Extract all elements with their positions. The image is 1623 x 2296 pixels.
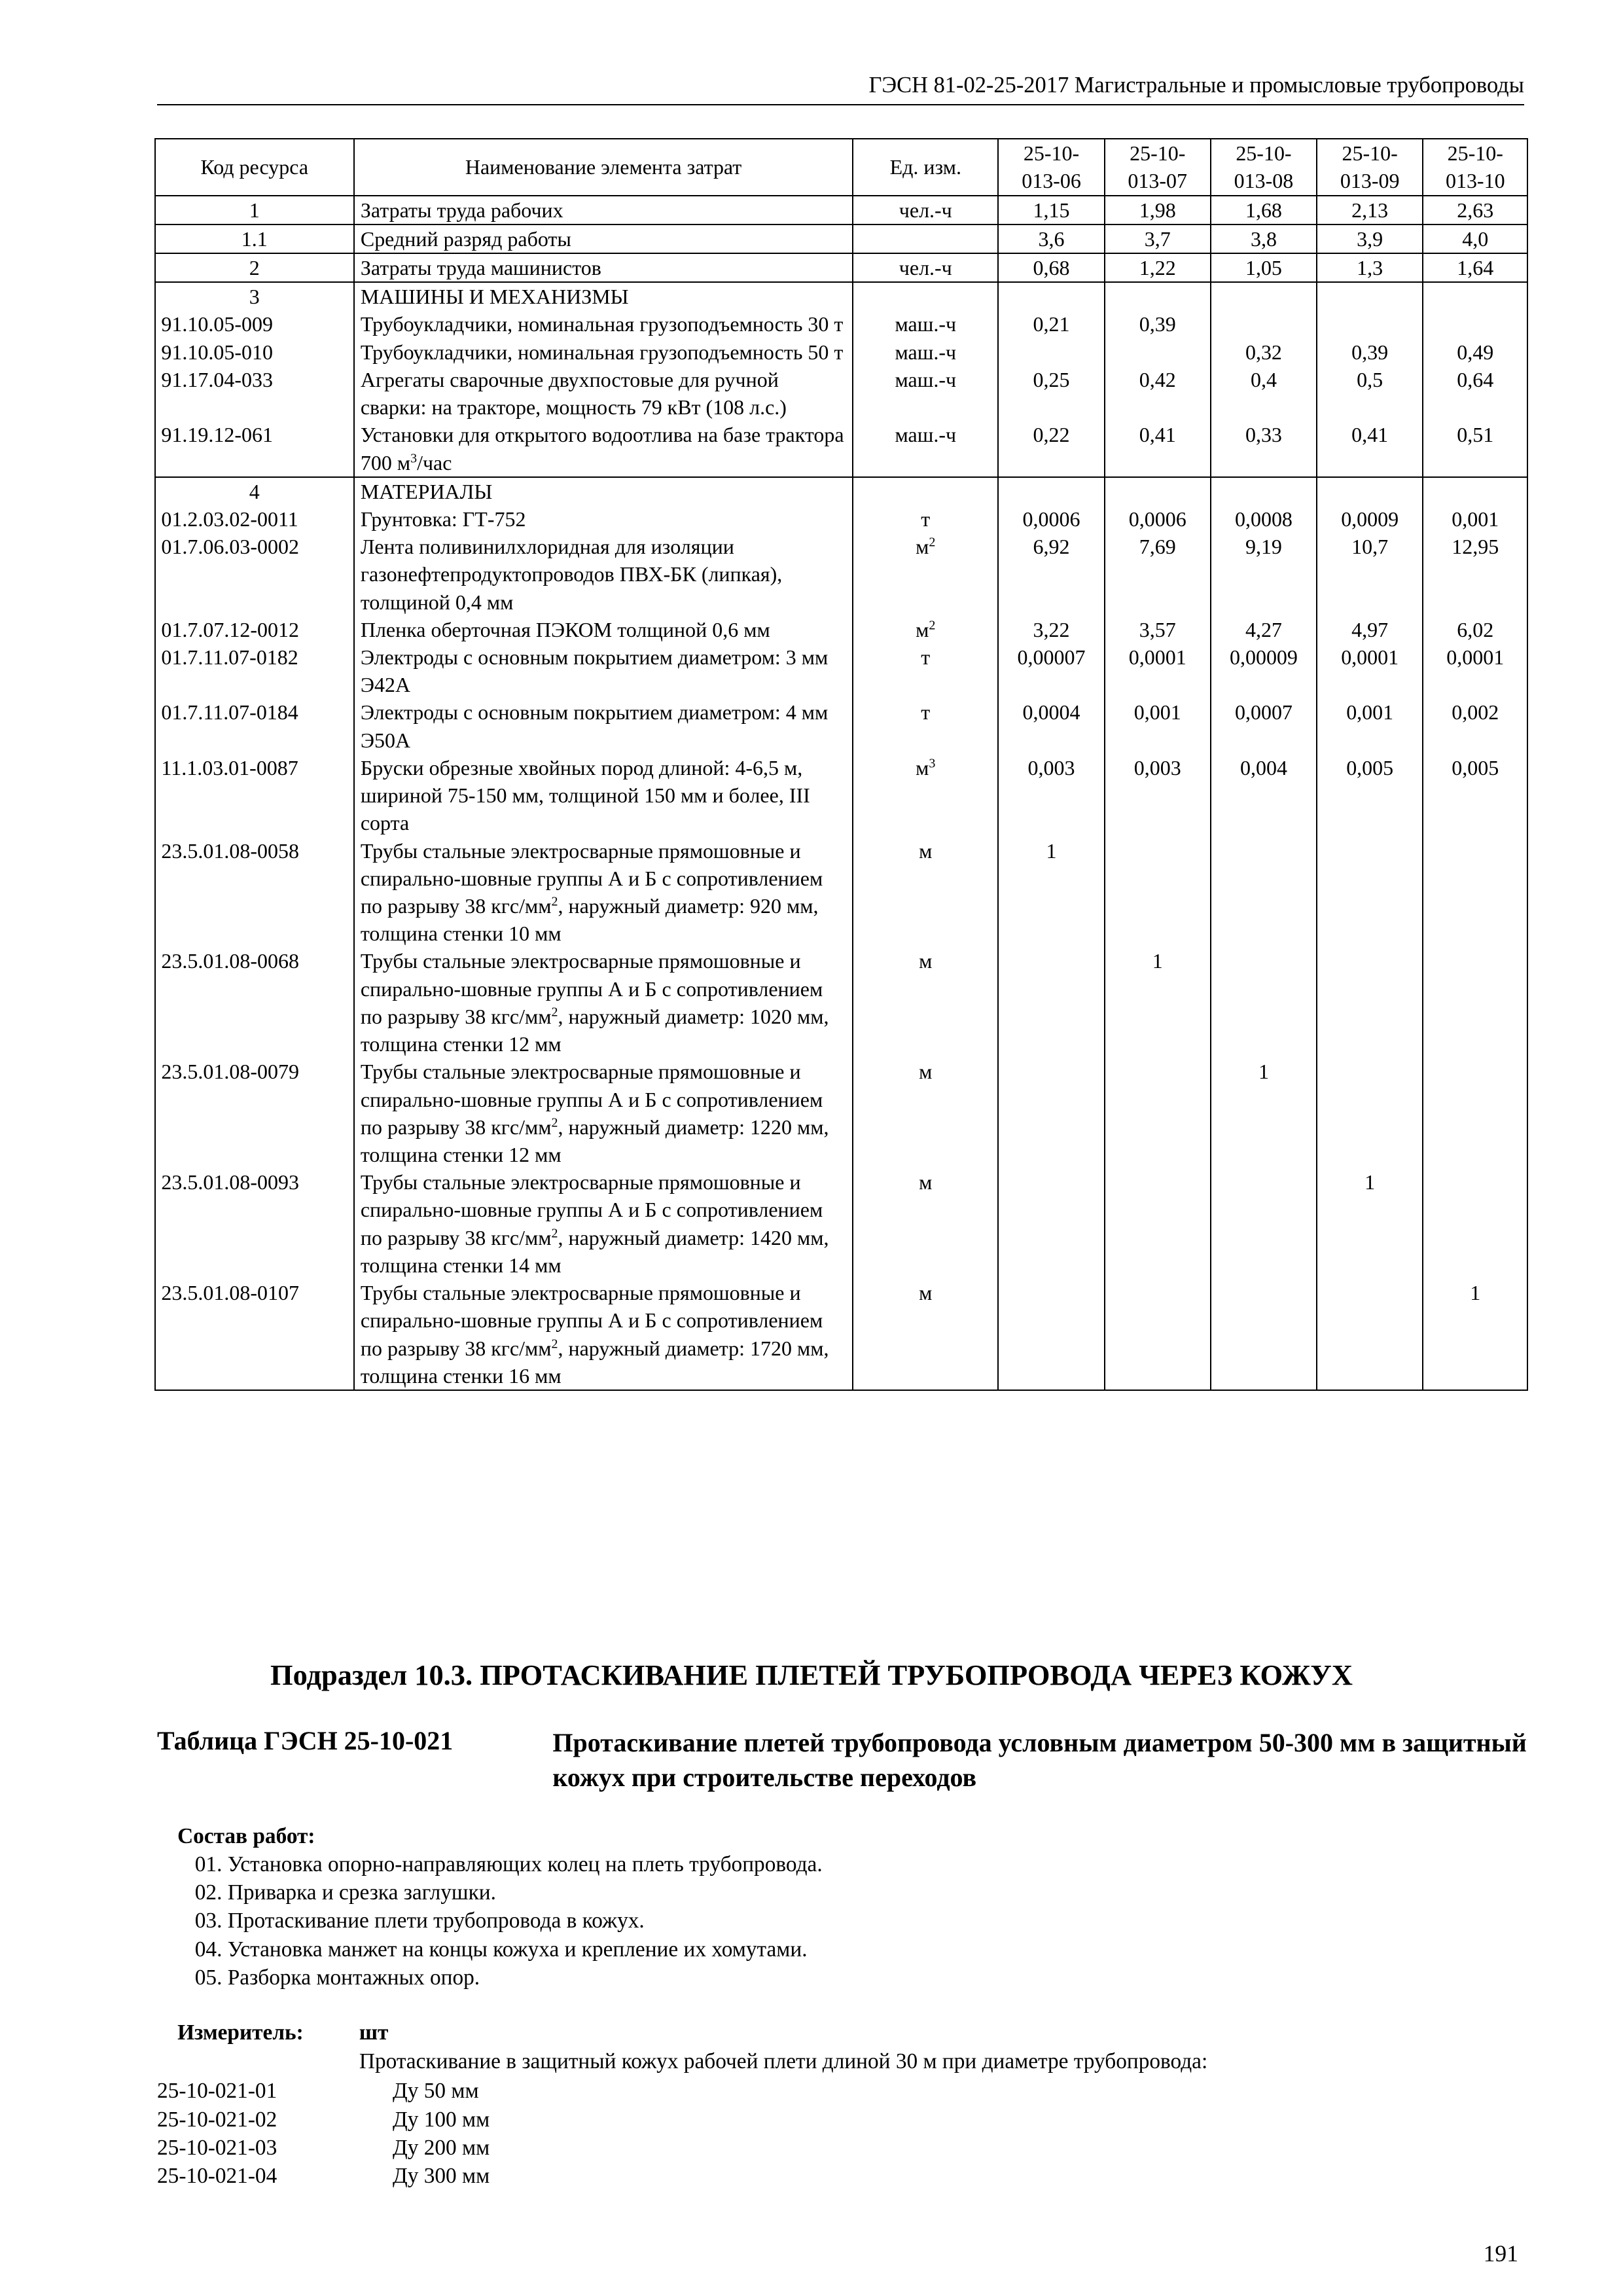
cell-value: 2,63 [1423, 196, 1527, 224]
cell-name-text: Установки для открытого водоотлива на базе трактора 700 м [360, 423, 844, 475]
cell-name-text: Затраты труда рабочих [360, 198, 563, 222]
cell-value: 4,97 [1317, 616, 1423, 643]
cell-value [1423, 477, 1527, 505]
cell-unit-text: м [916, 617, 929, 641]
cell-unit-text: маш.-ч [895, 340, 957, 364]
cell-name-text: Трубы стальные электросварные прямошовные и спирально-шовные группы А и Б с сопротивлением по разрыву 38 кгс/мм [360, 1170, 823, 1249]
cell-unit-sup: 2 [929, 535, 936, 550]
table-label: Таблица ГЭСН 25-10-021 [156, 1725, 454, 1755]
cell-unit [853, 505, 998, 533]
cell-code: 23.5.01.08-0107 [155, 1279, 354, 1390]
cell-name-text: МАТЕРИАЛЫ [360, 479, 493, 503]
cell-value: 3,22 [998, 616, 1104, 643]
cell-name-sup: 3 [410, 450, 418, 465]
cell-name-text: Трубы стальные электросварные прямошовные и спирально-шовные группы А и Б с сопротивлением по разрыву 38 кгс/мм [360, 1060, 823, 1139]
cell-value [1211, 947, 1317, 1058]
cell-name-tail: , наружный диаметр: 920 мм, толщина стенки 10 мм [360, 894, 819, 946]
cell-value: 0,0006 [1105, 505, 1211, 533]
cell-unit [853, 698, 998, 753]
cell-unit [853, 754, 998, 837]
cell-unit-sup: 2 [929, 618, 936, 633]
cell-value: 0,003 [1105, 754, 1211, 837]
cell-value [1317, 1058, 1423, 1168]
cell-value: 0,0004 [998, 698, 1104, 753]
cell-value: 0,005 [1423, 754, 1527, 837]
norm-diameters [393, 2077, 490, 2190]
cell-value [1423, 310, 1527, 338]
table-row [155, 947, 1528, 1058]
cell-name-text: Трубоукладчики, номинальная грузоподъемность 30 т [360, 312, 844, 336]
cell-value: 3,7 [1105, 224, 1211, 253]
cell-value: 7,69 [1105, 533, 1211, 616]
cell-name-text: Затраты труда машинистов [360, 255, 601, 279]
cell-value [1423, 282, 1527, 310]
cell-name-text: Трубы стальные электросварные прямошовные и спирально-шовные группы А и Б с сопротивлением по разрыву 38 кгс/мм [360, 838, 823, 918]
cell-value: 0,25 [998, 366, 1104, 421]
cell-unit [853, 533, 998, 616]
cell-code: 91.10.05-009 [155, 310, 354, 338]
table-row [155, 533, 1528, 616]
cell-value: 4,0 [1423, 224, 1527, 253]
cell-code: 01.7.06.03-0002 [155, 533, 354, 616]
cell-name-text: Бруски обрезные хвойных пород длиной: 4-6,5 м, шириной 75-150 мм, толщиной 150 мм и более, III сорта [360, 755, 810, 835]
cell-unit [853, 616, 998, 643]
cell-code: 01.7.07.12-0012 [155, 616, 354, 643]
cell-unit-text: т [921, 645, 931, 670]
cell-value [998, 1279, 1104, 1390]
page-number: 191 [1483, 2240, 1518, 2267]
cell-name-text: Пленка оберточная ПЭКОМ толщиной 0,6 мм [360, 617, 770, 641]
cell-name [354, 1279, 853, 1390]
cell-code: 23.5.01.08-0093 [155, 1168, 354, 1279]
cell-value [1211, 1168, 1317, 1279]
cell-value: 0,005 [1317, 754, 1423, 837]
meter-description: Протаскивание в защитный кожух рабочей плети длиной 30 м при диаметре трубопровода: [359, 2049, 1208, 2074]
table-row [155, 643, 1528, 698]
cell-code: 4 [155, 477, 354, 505]
cell-unit-text: м [919, 838, 933, 863]
work-item: 03. Протаскивание плети трубопровода в кожух. [194, 1909, 645, 1933]
cell-unit-text: маш.-ч [895, 367, 957, 391]
cell-name-tail: , наружный диаметр: 1720 мм, толщина стенки 16 мм [360, 1336, 829, 1388]
cell-unit-text: чел.-ч [899, 198, 952, 222]
cell-value: 1 [1105, 947, 1211, 1058]
cell-value: 0,64 [1423, 366, 1527, 421]
cell-code: 01.2.03.02-0011 [155, 505, 354, 533]
cell-name-sup: 2 [551, 1115, 558, 1130]
cell-unit [853, 366, 998, 421]
cell-value [1317, 282, 1423, 310]
cell-name [354, 505, 853, 533]
cell-value [998, 947, 1104, 1058]
cell-code: 1.1 [155, 224, 354, 253]
cell-unit-text: м [919, 949, 933, 973]
cell-value [1211, 837, 1317, 948]
cell-unit-text: маш.-ч [895, 312, 957, 336]
cell-unit [853, 1058, 998, 1168]
cell-value: 9,19 [1211, 533, 1317, 616]
cell-value: 1,15 [998, 196, 1104, 224]
cell-value [998, 338, 1104, 366]
cell-name [354, 1168, 853, 1279]
cell-value [1105, 1279, 1211, 1390]
cell-name-tail: , наружный диаметр: 1020 мм, толщина стенки 12 мм [360, 1004, 829, 1056]
col-header-code: Код ресурса [155, 139, 354, 195]
cell-value: 0,003 [998, 754, 1104, 837]
cell-value [1105, 338, 1211, 366]
norm-code: 25-10-021-02 [156, 2107, 277, 2132]
cell-name [354, 253, 853, 282]
cell-name [354, 616, 853, 643]
cell-name-text: Средний разряд работы [360, 226, 571, 251]
cell-value [1423, 947, 1527, 1058]
cell-value: 6,92 [998, 533, 1104, 616]
cell-unit-text: м [919, 1170, 933, 1194]
cell-name-text: МАШИНЫ И МЕХАНИЗМЫ [360, 285, 629, 309]
cell-name [354, 947, 853, 1058]
cell-unit-sup: 3 [929, 756, 936, 771]
cell-unit [853, 253, 998, 282]
cell-value [1211, 282, 1317, 310]
col-header-unit: Ед. изм. [853, 139, 998, 195]
table-row [155, 477, 1528, 505]
cell-name-text: Агрегаты сварочные двухпостовые для ручной сварки: на тракторе, мощность 79 кВт (108 л.с.) [360, 367, 787, 420]
cell-name-text: Трубы стальные электросварные прямошовные и спирально-шовные группы А и Б с сопротивлением по разрыву 38 кгс/мм [360, 949, 823, 1028]
cell-name [354, 366, 853, 421]
cell-value: 0,0009 [1317, 505, 1423, 533]
running-header: ГЭСН 81-02-25-2017 Магистральные и промысловые трубопроводы [157, 73, 1524, 105]
cell-value [998, 477, 1104, 505]
cell-value: 0,4 [1211, 366, 1317, 421]
cell-name-sup: 2 [551, 1005, 558, 1020]
cell-value: 1,64 [1423, 253, 1527, 282]
cell-value: 3,6 [998, 224, 1104, 253]
cell-value: 0,0006 [998, 505, 1104, 533]
cell-value: 1 [1423, 1279, 1527, 1390]
table-row [155, 366, 1528, 421]
cell-value [1317, 310, 1423, 338]
cell-value [998, 282, 1104, 310]
cell-name [354, 1058, 853, 1168]
table-row [155, 253, 1528, 282]
cell-code: 23.5.01.08-0068 [155, 947, 354, 1058]
col-header-013-06: 25-10-013-06 [998, 139, 1104, 195]
table-row [155, 1279, 1528, 1390]
cell-name [354, 196, 853, 224]
norm-diameter: Ду 100 мм [392, 2107, 490, 2132]
cell-value: 0,51 [1423, 421, 1527, 476]
cell-value: 0,42 [1105, 366, 1211, 421]
cell-value [1317, 477, 1423, 505]
cell-name [354, 421, 853, 476]
cell-value: 0,41 [1317, 421, 1423, 476]
cell-value: 1,98 [1105, 196, 1211, 224]
cell-value: 1 [1317, 1168, 1423, 1279]
cell-unit [853, 947, 998, 1058]
cell-name-text: Электроды с основным покрытием диаметром: 4 мм Э50А [360, 700, 829, 752]
norm-code: 25-10-021-01 [156, 2079, 277, 2104]
cell-unit-text: т [921, 700, 931, 725]
cell-unit [853, 1279, 998, 1390]
cell-name [354, 533, 853, 616]
cell-value: 4,27 [1211, 616, 1317, 643]
cell-value [1423, 1058, 1527, 1168]
cell-value: 0,21 [998, 310, 1104, 338]
cell-value: 0,39 [1105, 310, 1211, 338]
work-item: 01. Установка опорно-направляющих колец на плеть трубопровода. [194, 1852, 823, 1876]
cell-code: 1 [155, 196, 354, 224]
col-header-name: Наименование элемента затрат [354, 139, 853, 195]
cell-value [998, 1168, 1104, 1279]
cell-unit [853, 1168, 998, 1279]
cell-value [1423, 1168, 1527, 1279]
cell-name [354, 310, 853, 338]
cell-value: 0,5 [1317, 366, 1423, 421]
table-header-row [155, 139, 1528, 195]
cell-value: 3,9 [1317, 224, 1423, 253]
norm-diameter: Ду 50 мм [392, 2079, 479, 2104]
table-row [155, 224, 1528, 253]
cell-unit [853, 837, 998, 948]
cell-name [354, 224, 853, 253]
cell-value: 1,05 [1211, 253, 1317, 282]
work-item: 05. Разборка монтажных опор. [194, 1965, 480, 1990]
norm-diameter: Ду 300 мм [392, 2164, 490, 2189]
cell-value: 0,0001 [1317, 643, 1423, 698]
cell-code: 11.1.03.01-0087 [155, 754, 354, 837]
cell-value: 1,68 [1211, 196, 1317, 224]
work-item: 04. Установка манжет на концы кожуха и крепление их хомутами. [194, 1937, 808, 1962]
col-header-013-09: 25-10-013-09 [1317, 139, 1423, 195]
cell-name-text: Трубы стальные электросварные прямошовные и спирально-шовные группы А и Б с сопротивлением по разрыву 38 кгс/мм [360, 1281, 823, 1360]
cell-value [998, 1058, 1104, 1168]
cell-unit [853, 224, 998, 253]
cell-unit-text: м [919, 1281, 933, 1305]
norm-code: 25-10-021-04 [156, 2164, 277, 2189]
cell-value [1211, 1279, 1317, 1390]
cell-code: 23.5.01.08-0079 [155, 1058, 354, 1168]
table-row [155, 1168, 1528, 1279]
subsection-title: Подраздел 10.3. ПРОТАСКИВАНИЕ ПЛЕТЕЙ ТРУБОПРОВОДА ЧЕРЕЗ КОЖУХ [270, 1659, 1353, 1692]
cell-value [1317, 837, 1423, 948]
cell-value [1105, 282, 1211, 310]
cell-unit-text: м [916, 535, 929, 559]
cell-unit-text: м [919, 1060, 933, 1084]
cell-name [354, 643, 853, 698]
cell-value: 10,7 [1317, 533, 1423, 616]
meter-label: Измеритель: [177, 2020, 304, 2045]
table-row [155, 338, 1528, 366]
cell-value: 0,33 [1211, 421, 1317, 476]
norm-diameter: Ду 200 мм [392, 2135, 490, 2160]
cell-value [1105, 1058, 1211, 1168]
cell-code: 91.17.04-033 [155, 366, 354, 421]
cell-value: 3,8 [1211, 224, 1317, 253]
cell-value: 0,0001 [1105, 643, 1211, 698]
table-row [155, 698, 1528, 753]
cell-value: 0,0007 [1211, 698, 1317, 753]
cell-value: 0,0001 [1423, 643, 1527, 698]
cell-name [354, 754, 853, 837]
cell-value [1211, 477, 1317, 505]
table-row [155, 837, 1528, 948]
cell-name-tail: /час [417, 450, 452, 475]
cell-unit [853, 282, 998, 310]
cell-unit-text: т [921, 507, 931, 531]
cell-code: 91.19.12-061 [155, 421, 354, 476]
cell-value: 0,001 [1317, 698, 1423, 753]
cell-value: 0,004 [1211, 754, 1317, 837]
table-row [155, 1058, 1528, 1168]
cell-value: 2,13 [1317, 196, 1423, 224]
table-row [155, 505, 1528, 533]
cell-value: 0,39 [1317, 338, 1423, 366]
works-heading: Состав работ: [177, 1823, 315, 1848]
cell-value [1105, 837, 1211, 948]
cell-code: 2 [155, 253, 354, 282]
table-row [155, 282, 1528, 310]
cell-value [1317, 1279, 1423, 1390]
cell-value: 0,68 [998, 253, 1104, 282]
cell-value: 0,41 [1105, 421, 1211, 476]
cell-value [1317, 947, 1423, 1058]
cell-name [354, 282, 853, 310]
meter-unit: шт [359, 2020, 389, 2045]
cell-unit-text: м [916, 755, 929, 780]
cell-unit [853, 477, 998, 505]
cell-code: 23.5.01.08-0058 [155, 837, 354, 948]
cell-unit [853, 310, 998, 338]
cell-name [354, 698, 853, 753]
cell-unit [853, 421, 998, 476]
cell-name-sup: 2 [551, 1336, 558, 1351]
cell-value: 1,22 [1105, 253, 1211, 282]
work-item: 02. Приварка и срезка заглушки. [194, 1880, 496, 1905]
cell-value [1423, 837, 1527, 948]
cell-value: 0,49 [1423, 338, 1527, 366]
cell-name [354, 837, 853, 948]
col-header-013-07: 25-10-013-07 [1105, 139, 1211, 195]
cell-value: 1 [998, 837, 1104, 948]
cell-name-tail: , наружный диаметр: 1220 мм, толщина стенки 12 мм [360, 1115, 829, 1166]
cell-name [354, 477, 853, 505]
cell-name [354, 338, 853, 366]
cell-name-sup: 2 [551, 894, 558, 909]
table-title: Протаскивание плетей трубопровода условным диаметром 50-300 мм в защитный кожух при строительстве переходов [552, 1727, 1527, 1792]
table-row [155, 616, 1528, 643]
col-header-013-08: 25-10-013-08 [1211, 139, 1317, 195]
cell-name-text: Лента поливинилхлоридная для изоляции газонефтепродуктопроводов ПВХ-БК (липкая), толщиной 0,4 мм [360, 535, 783, 614]
cell-value [1211, 310, 1317, 338]
cell-value: 0,32 [1211, 338, 1317, 366]
cell-value: 0,002 [1423, 698, 1527, 753]
cell-code: 01.7.11.07-0182 [155, 643, 354, 698]
cell-value: 0,0008 [1211, 505, 1317, 533]
cell-code: 91.10.05-010 [155, 338, 354, 366]
cell-value: 0,00009 [1211, 643, 1317, 698]
cell-name-text: Грунтовка: ГТ-752 [360, 507, 526, 531]
cell-value: 1,3 [1317, 253, 1423, 282]
table-row [155, 421, 1528, 476]
cell-unit [853, 643, 998, 698]
cell-value: 3,57 [1105, 616, 1211, 643]
cell-name-text: Трубоукладчики, номинальная грузоподъемность 50 т [360, 340, 844, 364]
norm-code: 25-10-021-03 [156, 2135, 277, 2160]
cell-unit-text: чел.-ч [899, 255, 952, 279]
cell-value: 0,001 [1105, 698, 1211, 753]
cell-name-tail: , наружный диаметр: 1420 мм, толщина стенки 14 мм [360, 1225, 829, 1277]
norm-codes [157, 2077, 277, 2190]
cell-value: 0,22 [998, 421, 1104, 476]
cell-value: 1 [1211, 1058, 1317, 1168]
cell-value [1105, 1168, 1211, 1279]
cell-unit [853, 196, 998, 224]
cell-value: 6,02 [1423, 616, 1527, 643]
cell-value [1105, 477, 1211, 505]
cell-code: 01.7.11.07-0184 [155, 698, 354, 753]
table-row [155, 310, 1528, 338]
cell-value: 12,95 [1423, 533, 1527, 616]
cell-value: 0,00007 [998, 643, 1104, 698]
cell-name-text: Электроды с основным покрытием диаметром: 3 мм Э42А [360, 645, 829, 697]
table-row [155, 754, 1528, 837]
table-row [155, 196, 1528, 224]
works-list [195, 1850, 823, 1992]
cell-name-sup: 2 [551, 1225, 558, 1240]
cell-code: 3 [155, 282, 354, 310]
resource-table [154, 138, 1529, 1391]
cell-unit-text: маш.-ч [895, 423, 957, 447]
cell-value: 0,001 [1423, 505, 1527, 533]
cell-unit [853, 338, 998, 366]
col-header-013-10: 25-10-013-10 [1423, 139, 1527, 195]
